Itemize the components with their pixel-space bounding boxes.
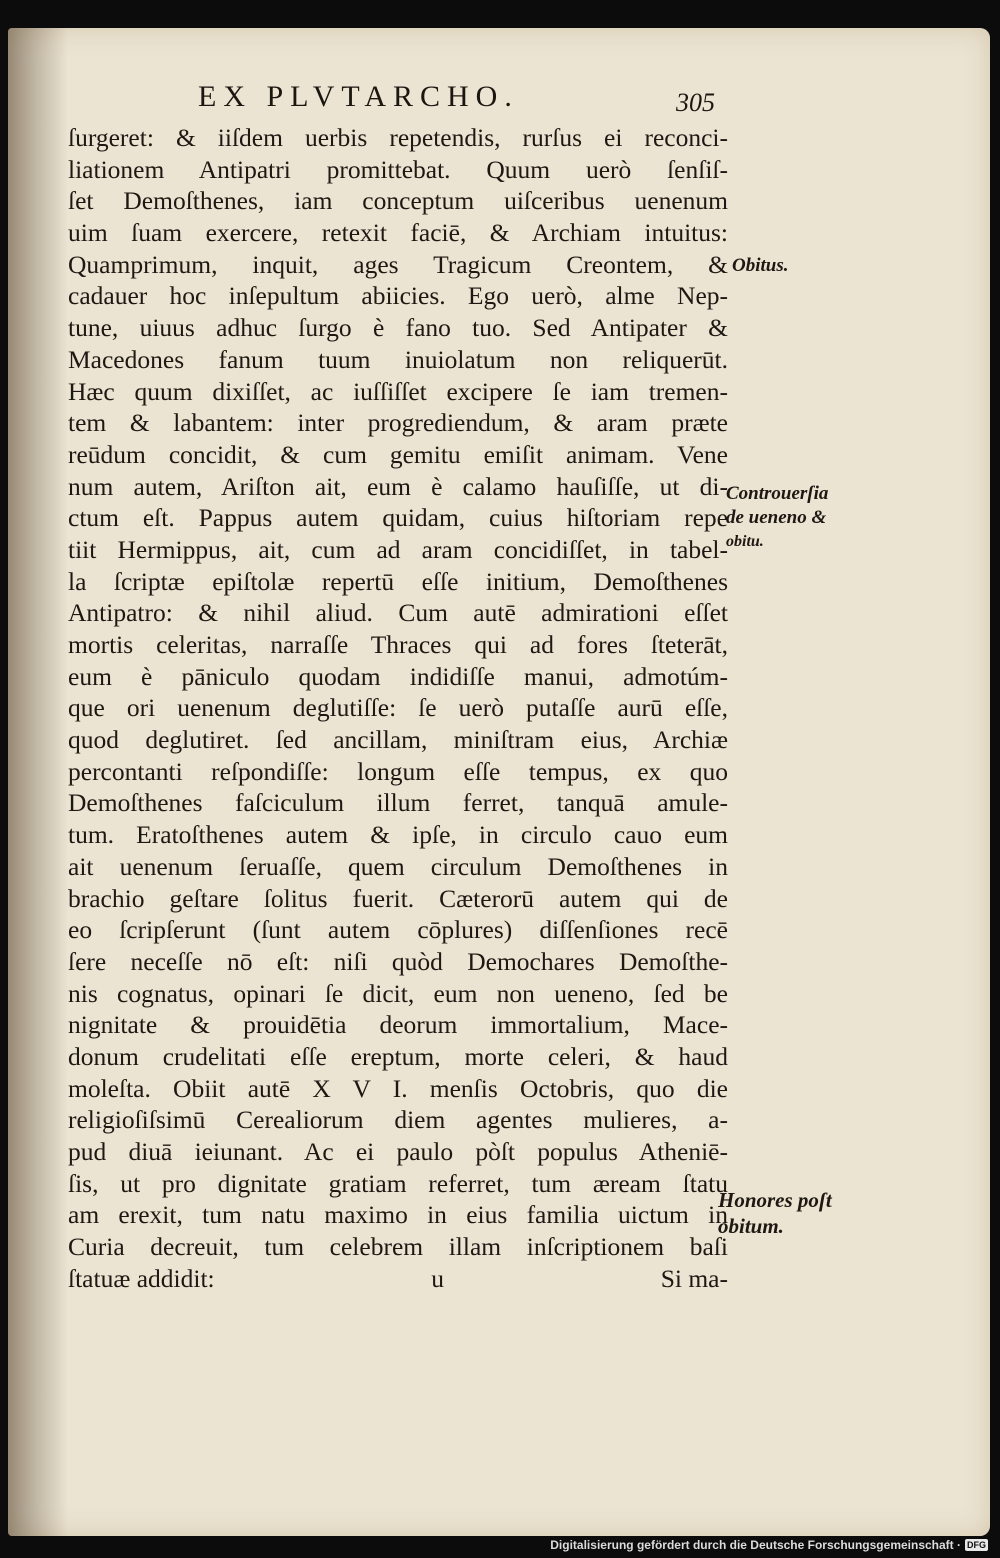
text-line: mortis celeritas, narraſſe Thraces qui ad fores ſteterāt, bbox=[68, 630, 728, 659]
text-line: Macedones fanum tuum inuiolatum non reliquerūt. bbox=[68, 344, 728, 374]
text-line: Demoſthenes faſciculum illum ferret, tanquā amule- bbox=[68, 788, 728, 818]
text-line: tem & labantem: inter progrediendum, & aram præte bbox=[68, 408, 728, 438]
book-page bbox=[8, 28, 990, 1536]
text-line-last bbox=[68, 1263, 728, 1295]
text-line: brachio geſtare ſolitus fuerit. Cæterorū autem qui de bbox=[68, 883, 728, 913]
running-head: EX PLVTARCHO. bbox=[198, 80, 519, 113]
digitization-credit bbox=[550, 1538, 988, 1552]
text-line: tum. Eratoſthenes autem & ipſe, in circulo cauo eum bbox=[68, 820, 728, 850]
text-line: cadauer hoc inſepultum abiicies. Ego uerò, alme Nep- bbox=[68, 281, 728, 311]
text-line: ſet Demoſthenes, iam conceptum uiſceribus uenenum bbox=[68, 186, 728, 216]
marginal-note-controversia-line-2: de ueneno & bbox=[726, 507, 827, 528]
text-line: num autem, Ariſton ait, eum è calamo hauſiſſe, ut di- bbox=[68, 471, 728, 501]
text-line: ſurgeret: & iiſdem uerbis repetendis, rurſus ei reconci- bbox=[68, 123, 728, 152]
text-line: ſere neceſſe nō eſt: niſi quòd Demochares Demoſthe- bbox=[68, 946, 728, 976]
text-line: reūdum concidit, & cum gemitu emiſit animam. Vene bbox=[68, 439, 728, 469]
last-line-text: ſtatuæ addidit: bbox=[68, 1263, 215, 1293]
text-line: eo ſcripſerunt (ſunt autem cōplures) diſſenſiones recē bbox=[68, 915, 728, 945]
credit-text: Digitalisierung gefördert durch die Deutsche Forschungsgemeinschaft · bbox=[550, 1538, 961, 1552]
text-line: eum è pāniculo quodam indidiſſe manui, admotúm- bbox=[68, 661, 728, 691]
text-line: moleſta. Obiit autē X V I. menſis Octobris, quo die bbox=[68, 1073, 728, 1103]
text-line: nignitate & prouidētia deorum immortalium, Mace- bbox=[68, 1010, 728, 1040]
text-line: liationem Antipatri promittebat. Quum uerò ſenſiſ- bbox=[68, 154, 728, 184]
text-line: tiit Hermippus, ait, cum ad aram concidiſſet, in tabel- bbox=[68, 534, 728, 564]
text-line: am erexit, tum natu maximo in eius familia uictum in bbox=[68, 1200, 728, 1230]
text-line: tune, uiuus adhuc ſurgo è fano tuo. Sed Antipater & bbox=[68, 313, 728, 343]
text-line: Quamprimum, inquit, ages Tragicum Creontem, & bbox=[68, 249, 728, 279]
text-line: ſis, ut pro dignitate gratiam referret, tum æream ſtatu bbox=[68, 1168, 728, 1198]
text-line: pud diuā ieiunant. Ac ei paulo pòſt populus Atheniē- bbox=[68, 1137, 728, 1166]
text-line: quod deglutiret. ſed ancillam, miniſtram eius, Archiæ bbox=[68, 725, 728, 755]
text-line: donum crudelitati eſſe ereptum, morte celeri, & haud bbox=[68, 1041, 728, 1071]
dfg-logo: DFG bbox=[967, 1540, 986, 1550]
text-line: percontanti reſpondiſſe: longum eſſe tempus, ex quo bbox=[68, 756, 728, 786]
text-line: Curia decreuit, tum celebrem illam inſcriptionem baſi bbox=[68, 1232, 728, 1262]
marginal-note-controversia-line-3: obitu. bbox=[726, 533, 764, 550]
catchword: Si ma- bbox=[660, 1263, 728, 1293]
page-number: 305 bbox=[676, 88, 715, 117]
text-line: la ſcriptæ epiſtolæ repertū eſſe initium, Demoſthenes bbox=[68, 566, 728, 596]
text-line: Antipatro: & nihil aliud. Cum autē admirationi eſſet bbox=[68, 598, 728, 628]
text-line: religioſiſsimū Cerealiorum diem agentes mulieres, a- bbox=[68, 1105, 728, 1135]
text-line: ctum eſt. Pappus autem quidam, cuius hiſtoriam repe bbox=[68, 503, 728, 533]
text-line: uim ſuam exercere, retexit faciē, & Archiam intuitus: bbox=[68, 218, 728, 248]
marginal-note-honores-line-2: obitum. bbox=[718, 1214, 784, 1238]
text-line: Hæc quum dixiſſet, ac iuſſiſſet excipere ſe iam tremen- bbox=[68, 376, 728, 406]
text-line: ait uenenum ſeruaſſe, quem circulum Demoſthenes in bbox=[68, 851, 728, 881]
text-line: nis cognatus, opinari ſe dicit, eum non ueneno, ſed be bbox=[68, 978, 728, 1008]
body-text bbox=[68, 122, 728, 1294]
marginal-note-honores-line-1: Honores poſt bbox=[718, 1188, 832, 1212]
text-line: que ori uenenum deglutiſſe: ſe uerò putaſſe aurū eſſe, bbox=[68, 693, 728, 723]
signature-mark: u bbox=[431, 1263, 445, 1293]
marginal-note-obitus: Obitus. bbox=[732, 255, 789, 276]
marginal-note-controversia-line-1: Controuerſia bbox=[726, 483, 829, 504]
